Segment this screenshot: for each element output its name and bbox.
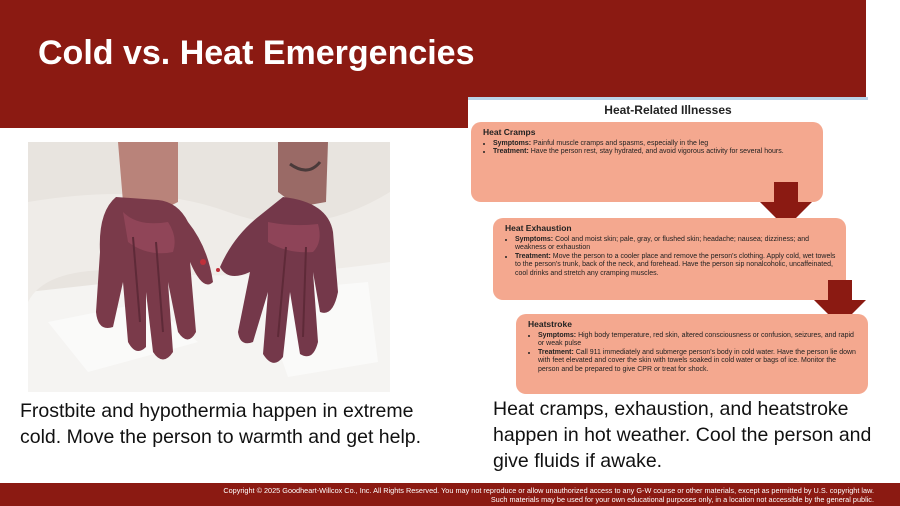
- heatstroke-treatment: • Treatment: Call 911 immediately and submerge person's body in cold water. Have the person lie down with feet elevated and cover the skin with towels soaked in cold water or bags of ice. Monitor the person and be prepared to give CPR or treat for shock.: [538, 349, 858, 374]
- heat-exhaustion-symptoms: • Symptoms: Cool and moist skin; pale, gray, or flushed skin; headache; nausea; dizziness; and weakness or exhaustion: [515, 236, 836, 253]
- slide-title: Cold vs. Heat Emergencies: [38, 34, 475, 72]
- heat-exhaustion-heading: Heat Exhaustion: [505, 223, 572, 233]
- infographic-title: Heat-Related Illnesses: [604, 103, 732, 117]
- heat-cramps-symptoms: • Symptoms: Painful muscle cramps and spasms, especially in the leg: [493, 140, 813, 148]
- heat-exhaustion-treatment: • Treatment: Move the person to a cooler place and remove the person's clothing. Apply cold, wet towels to the person's trunk, back of the neck, and forehead. Have the person sip nonalcoholic, uncaffeinated, cool drinks and stretch any cramping muscles.: [515, 253, 836, 278]
- frostbite-hands-photo: [28, 142, 390, 392]
- copyright-line-2: Such materials may be used for your own educational purposes only, in a location not accessible by the general public.: [490, 495, 874, 504]
- cold-emergency-caption: Frostbite and hypothermia happen in extreme cold. Move the person to warmth and get help.: [20, 400, 422, 448]
- heat-emergency-caption: Heat cramps, exhaustion, and heatstroke happen in hot weather. Cool the person and give fluids if awake.: [493, 398, 872, 472]
- heatstroke-heading: Heatstroke: [528, 319, 572, 329]
- copyright-line-1: Copyright © 2025 Goodheart-Willcox Co., Inc. All Rights Reserved. You may not reproduce or allow unauthorized access to any G-W course or other materials, except as permitted by U.S. copyright law.: [223, 486, 874, 495]
- heat-illness-infographic: [468, 97, 868, 396]
- copyright-footer: [0, 483, 900, 506]
- heat-cramps-heading: Heat Cramps: [483, 127, 536, 137]
- heat-exhaustion-box: [493, 218, 846, 300]
- heatstroke-box: [516, 314, 868, 394]
- heat-cramps-treatment: • Treatment: Have the person rest, stay hydrated, and avoid vigorous activity for several hours.: [493, 148, 813, 156]
- heatstroke-symptoms: • Symptoms: High body temperature, red skin, altered consciousness or confusion, seizures, and rapid or weak pulse: [538, 332, 858, 349]
